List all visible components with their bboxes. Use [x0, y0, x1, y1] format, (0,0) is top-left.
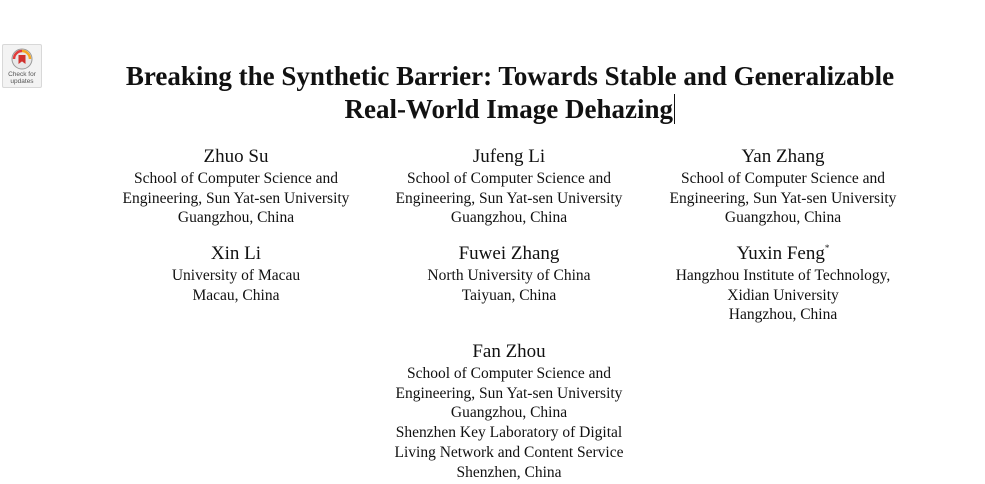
affiliation-line: Hangzhou Institute of Technology,: [675, 267, 891, 284]
affiliation-line: Macau, China: [192, 286, 280, 304]
affiliation-line: Living Network and Content Service: [394, 443, 624, 461]
title-line-2: Real-World Image Dehazing: [344, 94, 673, 124]
author-name: Fan Zhou: [472, 341, 546, 362]
affiliation-line: Guangzhou, China: [724, 209, 842, 227]
affiliation-line: Guangzhou, China: [177, 209, 295, 227]
affiliation-line: School of Computer Science and: [680, 170, 886, 187]
paper-title: [60, 60, 960, 126]
author-block: [374, 141, 644, 228]
affiliation-line: Guangzhou, China: [450, 404, 568, 422]
affiliation-line: Taiyuan, China: [461, 286, 557, 304]
author-name: Yuxin Feng*: [736, 243, 830, 264]
author-block: [101, 141, 371, 228]
check-for-updates-icon: [11, 48, 33, 70]
author-name: Zhuo Su: [203, 146, 269, 167]
corresponding-author-marker: *: [824, 243, 830, 253]
author-name: Xin Li: [210, 243, 262, 264]
author-block: [648, 141, 918, 228]
author-block: [648, 238, 918, 325]
affiliation-line: School of Computer Science and: [133, 170, 339, 187]
affiliation-line: Engineering, Sun Yat-sen University: [669, 189, 897, 207]
affiliation-line: Shenzhen Key Laboratory of Digital: [395, 424, 623, 442]
author-block: [374, 238, 644, 305]
badge-label: [8, 71, 36, 85]
author-name: Yan Zhang: [741, 146, 825, 167]
author-name: Jufeng Li: [472, 146, 546, 167]
author-name: Fuwei Zhang: [458, 243, 560, 264]
text-cursor: [674, 94, 676, 124]
affiliation-line: University of Macau: [171, 267, 301, 284]
affiliation-line: School of Computer Science and: [406, 170, 612, 187]
check-for-updates-badge[interactable]: [2, 44, 42, 88]
affiliation-line: Hangzhou, China: [728, 306, 838, 324]
affiliation-line: Shenzhen, China: [456, 463, 562, 481]
author-block: [374, 336, 644, 482]
affiliation-line: North University of China: [427, 267, 591, 284]
badge-label-line2: updates: [10, 78, 34, 85]
affiliation-line: Engineering, Sun Yat-sen University: [395, 384, 623, 402]
affiliation-line: Xidian University: [727, 286, 839, 304]
author-block: [101, 238, 371, 305]
badge-label-line1: Check for: [8, 71, 36, 78]
affiliation-line: Guangzhou, China: [450, 209, 568, 227]
affiliation-line: Engineering, Sun Yat-sen University: [395, 189, 623, 207]
title-line-1: Breaking the Synthetic Barrier: Towards Stable and Generalizable: [125, 61, 895, 91]
affiliation-line: School of Computer Science and: [406, 365, 612, 382]
affiliation-line: Engineering, Sun Yat-sen University: [122, 189, 350, 207]
